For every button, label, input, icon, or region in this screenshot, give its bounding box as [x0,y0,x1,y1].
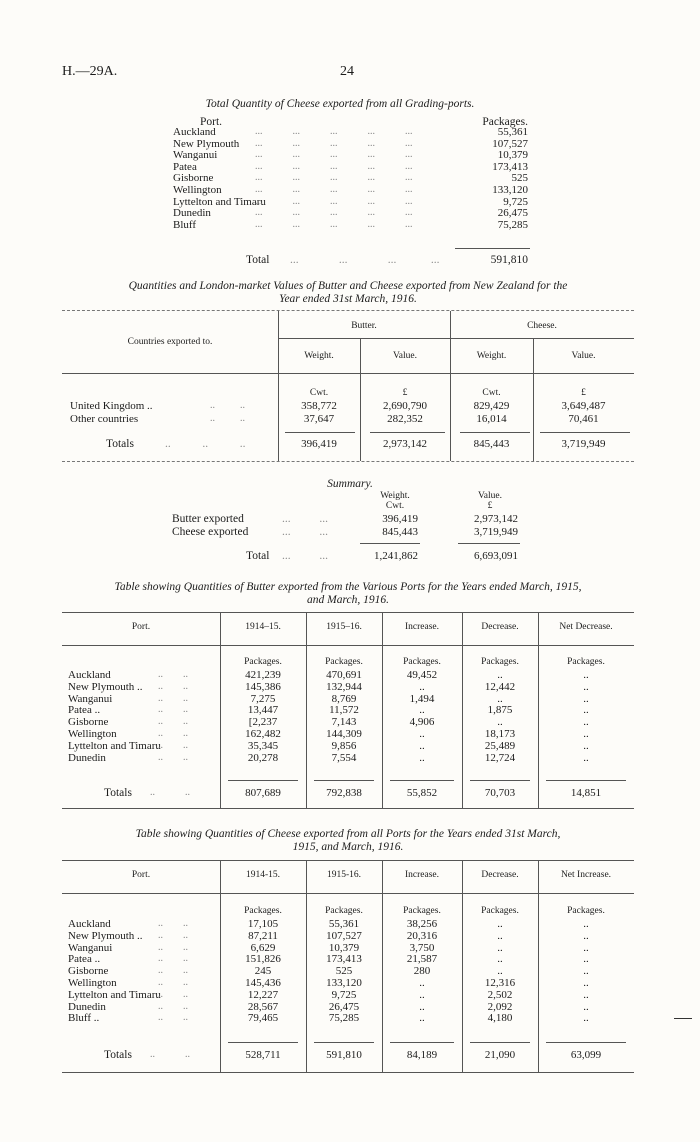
port-value: .. [583,1000,589,1013]
port-value: .. [419,1000,425,1013]
london-dots: .. .. [210,413,245,424]
totals-value: 528,711 [245,1049,281,1061]
port-value: 2,502 [487,988,513,1001]
port-value: .. [583,977,589,989]
port-value: .. [583,988,589,1001]
port-value: .. [497,929,503,942]
grading-value: 26,475 [497,207,528,220]
port-value: 35,345 [247,739,279,752]
grading-total-value: 591,810 [490,254,528,266]
london-country: Other countries [70,413,139,425]
unit-label: Packages. [403,657,441,667]
port-value: 107,527 [326,929,362,942]
port-value: .. [583,941,589,954]
london-butter-weight: 37,647 [303,413,335,425]
page-ref: H.—29A. [62,64,118,79]
column-header: Decrease. [481,870,519,880]
margin-mark [674,1018,692,1019]
port-value: .. [419,751,425,764]
port-dots: .. .. [158,977,188,988]
port-value: .. [497,692,503,705]
unit-label: Packages. [325,906,363,916]
port-dots: .. .. [158,953,188,965]
grading-port: Gisborne [173,172,214,185]
port-value: 9,725 [331,988,357,1001]
port-dots: .. .. [158,739,188,751]
butter-ports-title-line1: Table showing Quantities of Butter exported from the Various Ports for the Years ended March, 1915, [114,581,582,593]
port-value: 3,750 [409,941,435,954]
london-total-butter-weight: 396,419 [301,438,337,450]
port-value: 79,465 [247,1012,279,1025]
port-dots: .. .. [158,680,188,692]
grading-packages-header: Packages. [482,116,528,128]
unit-label: Packages. [481,657,519,667]
grading-port: New Plymouth [173,137,240,150]
port-value: .. [419,728,425,740]
summary-total-weight: 1,241,862 [374,550,418,562]
grading-value: 107,527 [492,137,528,150]
port-dots: .. .. [158,751,188,763]
port-value: 162,482 [245,728,281,740]
london-cheese-value: 3,649,487 [561,400,606,412]
port-value: .. [419,988,425,1001]
port-value: .. [583,716,589,729]
port-name: Wellington [68,977,117,989]
port-name: Lyttelton and Timaru [68,988,161,1001]
port-value: 12,227 [247,988,279,1001]
grading-dots: ... ... ... ... ... [255,149,413,161]
port-value: 145,436 [245,977,281,989]
grading-dots: ... ... ... ... ... [255,207,413,219]
sum-rule [546,1042,626,1043]
port-dots: .. .. [158,988,188,1000]
grading-dots: ... ... ... ... ... [255,126,413,137]
london-sum-rule [285,432,355,433]
port-value: .. [583,751,589,764]
summary-total-label: Total [246,550,270,562]
totals-value: 591,810 [326,1049,362,1061]
port-name: Patea .. [68,704,101,717]
grading-title: Total Quantity of Cheese exported from all Grading-ports. [205,98,475,110]
summary-total-value: 6,693,091 [474,550,518,562]
totals-value: 55,852 [406,787,438,799]
countries-header: Countries exported to. [127,337,213,347]
port-name: New Plymouth .. [68,680,143,693]
port-value: .. [419,1012,425,1025]
summary-rule [360,543,420,544]
port-dots: .. .. [158,704,188,716]
port-value: .. [583,1012,589,1025]
london-title-line1: Quantities and London-market Values of Butter and Cheese exported from New Zealand for the [128,280,568,292]
port-value: .. [497,918,503,930]
port-name: Auckland [68,918,111,930]
port-value: 87,211 [248,929,278,942]
port-value: 280 [413,965,431,978]
port-value: .. [419,680,425,693]
totals-value: 792,838 [326,787,362,799]
port-value: 12,442 [484,680,516,693]
port-value: 75,285 [328,1012,360,1025]
column-header: Increase. [404,622,439,632]
port-value: 25,489 [484,739,516,752]
port-value: .. [419,704,425,717]
cheese-header: Cheese. [527,321,557,331]
port-value: 10,379 [328,941,360,954]
port-dots: .. .. [158,941,188,953]
table-header-rule [62,645,634,646]
port-value: 20,316 [406,929,438,942]
port-value: 7,554 [331,751,357,764]
column-header: Increase. [404,870,439,880]
sum-rule [228,1042,298,1043]
totals-value: 84,189 [406,1049,438,1061]
london-cheese-weight: 829,429 [473,400,510,412]
port-name: Dunedin [68,751,106,764]
port-value: .. [497,941,503,954]
london-sub-rule [278,338,634,339]
port-value: .. [583,669,589,681]
grading-total-label: Total [246,254,270,266]
port-name: Bluff .. [68,1012,100,1025]
port-name: Patea .. [68,953,101,966]
butter-value-header: Value. [392,351,417,361]
port-value: 38,256 [406,918,438,930]
column-header: Decrease. [481,622,519,632]
column-header: 1914–15. [245,622,281,632]
butter-weight-header: Weight. [304,351,334,361]
table-top-rule [62,860,634,861]
port-dots: .. .. [158,692,188,704]
london-total-butter-value: 2,973,142 [383,438,427,450]
port-dots: .. .. [158,918,188,929]
sum-rule [470,780,530,781]
port-value: 20,278 [247,751,279,764]
london-sum-rule [370,432,445,433]
port-value: 145,386 [245,680,281,693]
port-value: 7,143 [331,716,357,729]
cheese-ports-title [62,828,634,854]
cheese-ports-title-line2: 1915, and March, 1916. [292,841,404,853]
column-header: Port. [131,622,151,632]
grading-port-header: Port. [200,116,223,128]
port-dots: .. .. [158,728,188,739]
summary-cheese-weight: 845,443 [382,526,418,538]
totals-label: Totals [104,787,132,799]
port-value: .. [497,953,503,966]
london-sum-rule [460,432,530,433]
sum-rule [470,1042,530,1043]
london-butter-weight: 358,772 [301,400,337,412]
butter-value-unit: £ [402,388,408,398]
port-value: 8,769 [331,692,357,705]
grading-dots: ... ... ... ... ... [255,172,413,184]
london-totals-label: Totals [106,438,134,450]
grading-dots: ... ... ... ... ... [255,218,413,230]
port-value: 421,239 [245,669,281,681]
port-value: .. [419,739,425,752]
summary-butter-value: 2,973,142 [474,513,518,525]
sum-rule [314,1042,374,1043]
port-value: 6,629 [250,941,276,954]
port-dots: .. .. [158,669,188,680]
totals-value: 63,099 [570,1049,602,1061]
summary-value-unit: £ [487,501,493,511]
port-value: 17,105 [247,918,279,930]
port-value: 9,856 [331,739,357,752]
grading-dots: ... ... ... ... ... [255,195,413,207]
table-header-rule [62,893,634,894]
port-value: 151,826 [245,953,281,966]
port-value: .. [583,965,589,978]
cheese-ports-title-line1: Table showing Quantities of Cheese exported from all Ports for the Years ended 31st March, [135,828,561,840]
totals-dots: .. .. [150,1049,190,1060]
grading-port: Wanganui [173,149,218,162]
grading-port: Auckland [173,126,216,138]
grading-value: 9,725 [503,195,528,208]
port-value: .. [497,716,503,729]
unit-label: Packages. [244,657,282,667]
unit-label: Packages. [481,906,519,916]
port-name: Wellington [68,728,117,740]
butter-ports-title [62,581,634,607]
port-value: 245 [254,965,272,978]
port-value: 132,944 [326,680,362,693]
port-value: 7,275 [250,692,276,705]
port-name: Wanganui [68,692,113,705]
port-value: 28,567 [247,1000,279,1013]
grading-value: 173,413 [492,160,528,173]
grading-dots: ... ... ... ... ... [255,184,413,195]
port-name: Dunedin [68,1000,106,1013]
totals-value: 70,703 [484,787,516,799]
totals-value: 14,851 [570,787,602,799]
london-title-line2: Year ended 31st March, 1916. [279,293,417,305]
unit-label: Packages. [567,906,605,916]
grading-dots: ... ... ... ... ... [255,137,413,149]
summary-total-dots: ... ... [282,550,328,562]
summary-cheese-label: Cheese exported [172,526,249,538]
table-bottom-rule [62,808,634,809]
port-name: Wanganui [68,941,113,954]
table-bottom-rule [62,1072,634,1073]
grading-value: 10,379 [497,149,528,162]
grading-port: Dunedin [173,207,211,220]
london-totals-dots: .. .. .. [165,438,246,450]
port-value: 49,452 [406,669,438,681]
port-value: 144,309 [326,728,362,740]
port-value: .. [583,728,589,740]
summary-cheese-value: 3,719,949 [474,526,518,538]
grading-total-rule [455,248,530,249]
column-header: Net Decrease. [559,622,613,632]
summary-dots: ... ... [282,526,328,538]
port-value: 470,691 [326,669,362,681]
london-dots: .. .. [210,400,245,411]
column-header: 1914-15. [245,870,281,880]
column-header: 1915-16. [326,870,362,880]
grading-dots: ... ... ... ... ... [255,160,413,172]
grading-value: 133,120 [492,184,528,196]
summary-weight-unit: Cwt. [385,501,405,511]
unit-label: Packages. [403,906,441,916]
port-dots: .. .. [158,965,188,977]
london-cheese-value: 70,461 [568,413,599,425]
port-value: 4,180 [487,1012,513,1025]
port-value: 1,875 [487,704,513,717]
port-value: .. [583,918,589,930]
summary-butter-weight: 396,419 [382,513,418,525]
port-value: 26,475 [328,1000,360,1013]
port-name: Auckland [68,669,111,681]
port-value: 55,361 [328,918,360,930]
port-value: .. [497,669,503,681]
summary-rule [458,543,520,544]
sum-rule [228,780,298,781]
port-value: 173,413 [326,953,362,966]
london-total-cheese-weight: 845,443 [473,438,510,450]
column-header: Net Increase. [560,870,612,880]
london-sum-rule [540,432,630,433]
london-cheese-weight: 16,014 [476,413,507,425]
port-value: 133,120 [326,977,362,989]
port-dots: .. .. [158,929,188,941]
cheese-weight-unit: Cwt. [482,388,501,398]
grading-value: 75,285 [497,218,528,231]
sum-rule [546,780,626,781]
grading-value: 55,361 [497,126,528,138]
cheese-weight-header: Weight. [476,351,507,361]
summary-butter-label: Butter exported [172,513,244,525]
port-value: 12,316 [484,977,516,989]
totals-dots: .. .. [150,787,190,798]
summary-title: Summary. [327,478,373,490]
london-butter-value: 282,352 [387,413,423,425]
port-value: 18,173 [484,728,516,740]
port-value: 525 [335,965,353,978]
london-header-rule [62,373,634,374]
port-value: .. [583,704,589,717]
summary-dots: ... ... [282,513,328,525]
london-country: United Kingdom .. [70,400,153,412]
port-name: New Plymouth .. [68,929,143,942]
cheese-value-header: Value. [571,351,596,361]
port-dots: .. .. [158,716,188,728]
sum-rule [390,780,454,781]
grading-port: Lyttelton and Timaru [173,195,266,208]
grading-port: Wellington [173,184,222,196]
london-bottom-rule [62,461,634,462]
port-value: .. [583,929,589,942]
port-value: .. [583,953,589,966]
port-value: 4,906 [409,716,435,729]
grading-total-dots: ... ... ... ... [290,254,440,266]
port-value: 1,494 [409,692,435,705]
column-header: 1915–16. [326,622,362,632]
london-title [62,280,634,306]
summary-weight-header: Weight. [380,491,410,501]
unit-label: Packages. [567,657,605,667]
port-value: .. [583,739,589,752]
butter-header: Butter. [351,321,377,331]
grading-value: 525 [511,172,528,185]
london-total-cheese-value: 3,719,949 [561,438,606,450]
port-value: 12,724 [484,751,516,764]
port-value: .. [419,977,425,989]
page-number: 24 [340,64,354,79]
unit-label: Packages. [244,906,282,916]
grading-port: Bluff [173,218,197,231]
port-dots: .. .. [158,1012,188,1024]
sum-rule [314,780,374,781]
butter-ports-title-line2: and March, 1916. [307,594,389,606]
port-value: 2,092 [487,1000,513,1013]
port-value: .. [497,965,503,978]
port-value: .. [583,680,589,693]
port-dots: .. .. [158,1000,188,1012]
grading-port: Patea [173,160,197,173]
port-name: Gisborne [68,716,109,729]
butter-weight-unit: Cwt. [309,388,329,398]
sum-rule [390,1042,454,1043]
summary-value-header: Value. [477,491,502,501]
port-value: 21,587 [406,953,438,966]
port-value: 11,572 [329,704,359,717]
port-value: [2,237 [248,716,278,729]
port-name: Gisborne [68,965,109,978]
column-header: Port. [131,870,151,880]
port-value: 13,447 [247,704,279,717]
totals-value: 807,689 [245,787,281,799]
port-value: .. [583,692,589,705]
port-name: Lyttelton and Timaru [68,739,161,752]
london-top-rule [62,310,634,311]
table-top-rule [62,612,634,613]
totals-value: 21,090 [484,1049,516,1061]
london-butter-value: 2,690,790 [383,400,427,412]
cheese-value-unit: £ [581,388,586,398]
totals-label: Totals [104,1049,132,1061]
unit-label: Packages. [325,657,363,667]
